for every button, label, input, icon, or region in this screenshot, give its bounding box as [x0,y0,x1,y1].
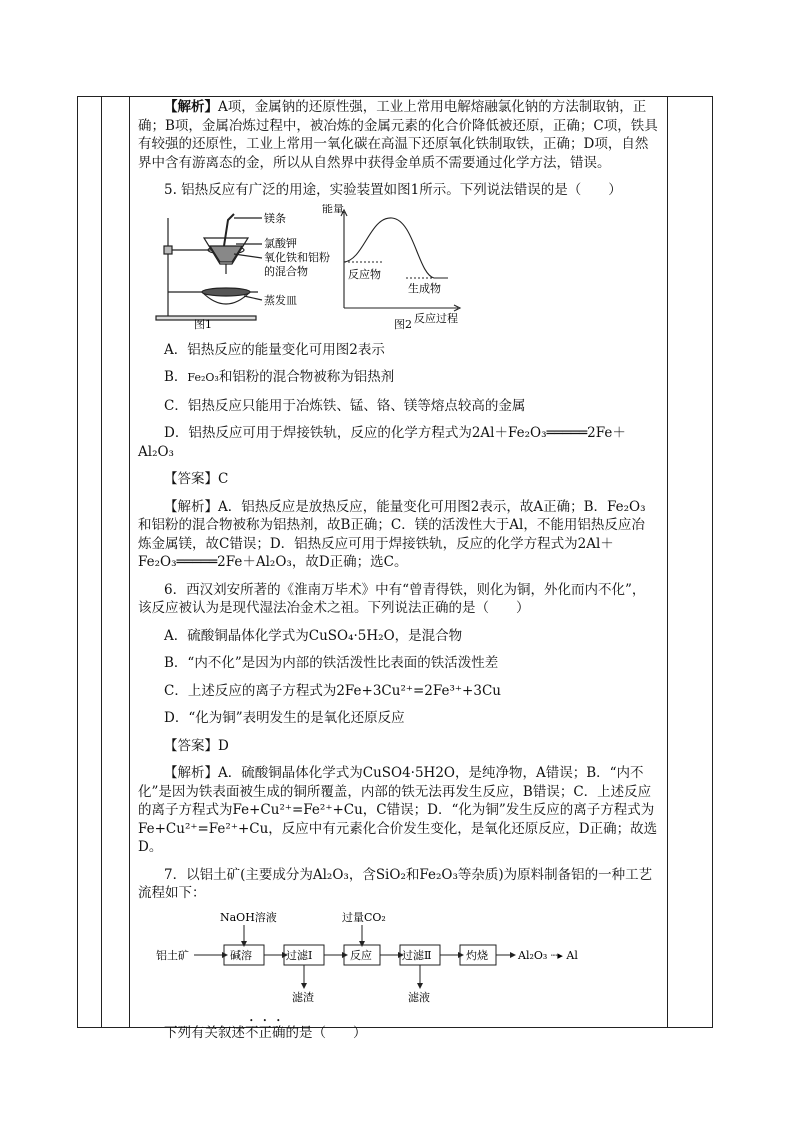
label-magnesium-strip: 镁条 [264,211,286,225]
q5-answer: 【答案】C [164,471,229,487]
q7-process-flowchart [138,909,658,1017]
q5-figures [138,204,658,332]
label-evaporating-dish: 蒸发皿 [264,293,297,307]
step-alkali-dissolve: 碱溶 [230,948,252,962]
table-column-line [667,96,668,1028]
table-column-line [129,96,130,1028]
analysis-q4: 【解析】A项，金属钠的还原性强，工业上常用电解熔融氯化钠的方法制取钠，正确；B项，金属冶炼过程中，被冶炼的金属元素的化合价降低被还原，正确；C项，铁具有较强的还原性，工业上常用一氧化碳在高温下还原氧化铁制取铁，正确；D项，自然界中含有游离态的金，所以从自然界中获得金单质不需要通过化学方法，错误。 [138,99,658,171]
flow-product: Al₂O₃ ┈▸ Al [518,948,578,962]
figure1-caption: 图1 [194,317,212,331]
q6-analysis: 【解析】A．硫酸铜晶体化学式为CuSO4·5H2O，是纯净物，A错误；B．“内不化”是因为铁表面被生成的铜所覆盖，内部的铁无法再发生反应，B错误；C．上述反应的离子方程式为Fe+Cu²⁺=Fe²⁺+Cu，C错误；D．“化为铜”发生反应的离子方程式为Fe+Cu²⁺=Fe²⁺+Cu，反应中有元素化合价发生变化，是氧化还原反应，D正确；故选D。 [138,765,658,855]
q7-stem: 7．以铝土矿(主要成分为Al₂O₃，含SiO₂和Fe₂O₃等杂质)为原料制备铝的一种工艺流程如下： [138,866,653,901]
q6-answer: 【答案】D [164,737,229,754]
q6-option-d: D．“化为铜”表明发生的是氧化还原反应 [164,710,405,726]
process-flow-diagram [138,909,608,1017]
q6-stem: 6．西汉刘安所著的《淮南万毕术》中有“曾青得铁，则化为铜，外化而内不化”，该反应被认为是现代湿法冶金术之祖。下列说法正确的是（ ） [138,581,646,616]
question-content [138,98,658,1042]
step-filter-1: 过滤Ⅰ [286,948,313,962]
q7-question: 下列有关叙述不正确的是（ ） [164,1024,367,1041]
label-potassium-chlorate: 氯酸钾 [264,236,297,250]
q5-option-d: D．铝热反应可用于焊接铁轨，反应的化学方程式为2Al＋Fe₂O₃═════2Fe＋Al₂O₃ [138,425,626,460]
q5-option-b: B．Fe₂O₃和铝粉的混合物被称为铝热剂 [164,369,395,385]
step-reaction: 反应 [350,948,372,962]
reaction-process-label: 反应过程 [414,311,458,325]
figure2-caption: 图2 [394,317,412,331]
flow-residue: 滤渣 [292,990,314,1004]
q5-option-a: A．铝热反应的能量变化可用图2表示 [164,341,385,358]
step-calcine: 灼烧 [466,948,488,962]
q6-option-b: B．“内不化”是因为内部的铁活泼性比表面的铁活泼性差 [164,655,499,671]
flow-input: 铝土矿 [156,948,189,962]
thermite-apparatus-diagram [138,204,468,332]
product-label: 生成物 [408,281,441,295]
reactant-label: 反应物 [348,267,381,281]
label-mixture: 的混合物 [264,264,308,278]
q5-stem: 5. 铝热反应有广泛的用途，实验装置如图1所示。下列说法错误的是（ ） [164,182,622,198]
reagent-co2: 过量CO₂ [342,910,386,924]
q5-option-c: C．铝热反应只能用于冶炼铁、锰、铬、镁等熔点较高的金属 [164,397,526,414]
q5-analysis: 【解析】A．铝热反应是放热反应，能量变化可用图2表示，故A正确；B．Fe₂O₃和铝粉的混合物被称为铝热剂，故B正确；C．镁的活泼性大于Al，不能用铝热反应冶炼金属镁，故C错误；D．铝热反应可用于焊接铁轨，反应的化学方程式为2Al＋Fe₂O₃═════2Fe＋Al₂O₃，故D正确；选C。 [138,498,646,570]
label-iron-oxide-aluminum: 氧化铁和铝粉 [264,250,330,264]
energy-axis-label: 能量 [322,203,344,215]
step-filter-2: 过滤Ⅱ [402,948,432,962]
reagent-naoh: NaOH溶液 [220,910,277,924]
q6-option-a: A．硫酸铜晶体化学式为CuSO₄·5H₂O，是混合物 [164,627,463,644]
q6-option-c: C．上述反应的离子方程式为2Fe+3Cu²⁺=2Fe³⁺+3Cu [164,682,501,699]
flow-filtrate: 滤液 [408,990,430,1004]
table-column-line [101,96,102,1028]
